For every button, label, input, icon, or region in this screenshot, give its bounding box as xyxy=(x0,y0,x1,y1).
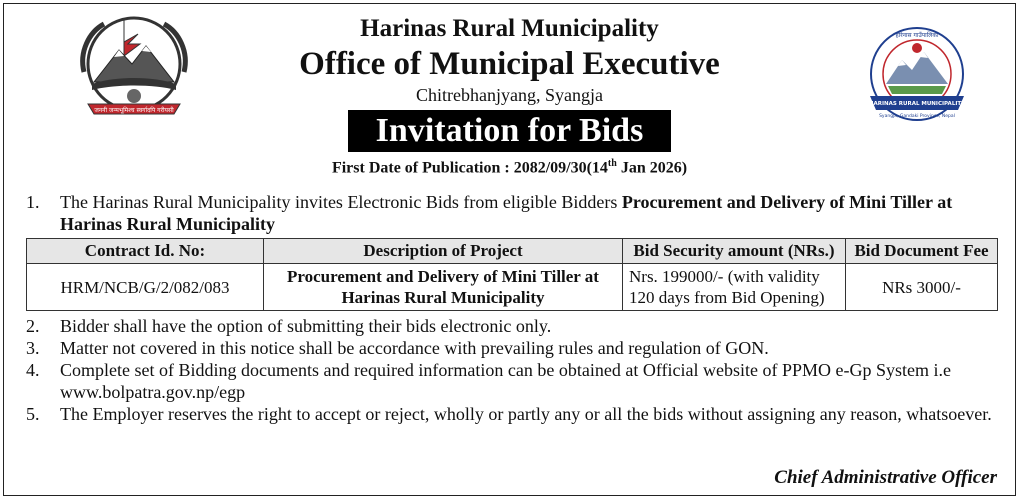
list-item xyxy=(26,337,997,359)
header-bid-security: Bid Security amount (NRs.) xyxy=(623,239,846,264)
item-text: Matter not covered in this notice shall be accordance with prevailing rules and regulation of GON. xyxy=(60,338,769,358)
cell-bid-security: Nrs. 199000/- (with validity 120 days from Bid Opening) xyxy=(623,264,846,311)
municipality-name: Harinas Rural Municipality xyxy=(360,15,659,42)
logo-ribbon-text: HARINAS RURAL MUNICIPALITY xyxy=(868,101,966,107)
list-item xyxy=(26,359,997,403)
header-document-fee: Bid Document Fee xyxy=(846,239,998,264)
table-row xyxy=(27,264,998,311)
item-number: 2. xyxy=(26,316,40,336)
notice-title-banner: Invitation for Bids xyxy=(348,110,672,152)
office-name: Office of Municipal Executive xyxy=(299,46,720,82)
logo-top-text: हरिनास गाउँपालिका xyxy=(895,32,939,39)
list-item xyxy=(26,315,997,337)
notice-body xyxy=(26,191,997,425)
header-description: Description of Project xyxy=(264,239,623,264)
notice-header xyxy=(4,14,1015,178)
cell-document-fee: NRs 3000/- xyxy=(846,264,998,311)
emblem-motto: जननी जन्मभूमिश्च स्वर्गादपि गरीयसी xyxy=(94,107,174,114)
item-number: 1. xyxy=(26,192,40,212)
item-text: Complete set of Bidding documents and required information can be obtained at Official website of PPMO e-Gp System i.e www.bolpatra.gov.np/egp xyxy=(60,360,951,402)
logo-sub-text: Syangja, Gandaki Province, Nepal xyxy=(879,114,955,119)
list-item xyxy=(26,191,997,235)
header-contract-id: Contract Id. No: xyxy=(27,239,264,264)
cell-description: Procurement and Delivery of Mini Tiller at Harinas Rural Municipality xyxy=(264,264,623,311)
notice-page xyxy=(3,3,1016,496)
list-item xyxy=(26,403,997,425)
item-text: Bidder shall have the option of submitting their bids electronic only. xyxy=(60,316,552,336)
item-text: The Employer reserves the right to accept or reject, wholly or partly any or all the bids without assigning any reason, whatsoever. xyxy=(60,404,992,424)
cell-contract-id: HRM/NCB/G/2/082/083 xyxy=(27,264,264,311)
item-number: 4. xyxy=(26,360,40,380)
signatory-title: Chief Administrative Officer xyxy=(774,467,997,488)
office-address: Chitrebhanjyang, Syangja xyxy=(416,85,603,105)
bid-table xyxy=(26,238,998,311)
publication-date: First Date of Publication : 2082/09/30(14th Jan 2026) xyxy=(331,158,688,177)
item-number: 5. xyxy=(26,404,40,424)
item-text: The Harinas Rural Municipality invites Electronic Bids from eligible Bidders Procurement and Delivery of Mini Tiller at Harinas Rural Municipality xyxy=(60,192,953,234)
item-number: 3. xyxy=(26,338,40,358)
table-header-row xyxy=(27,239,998,264)
